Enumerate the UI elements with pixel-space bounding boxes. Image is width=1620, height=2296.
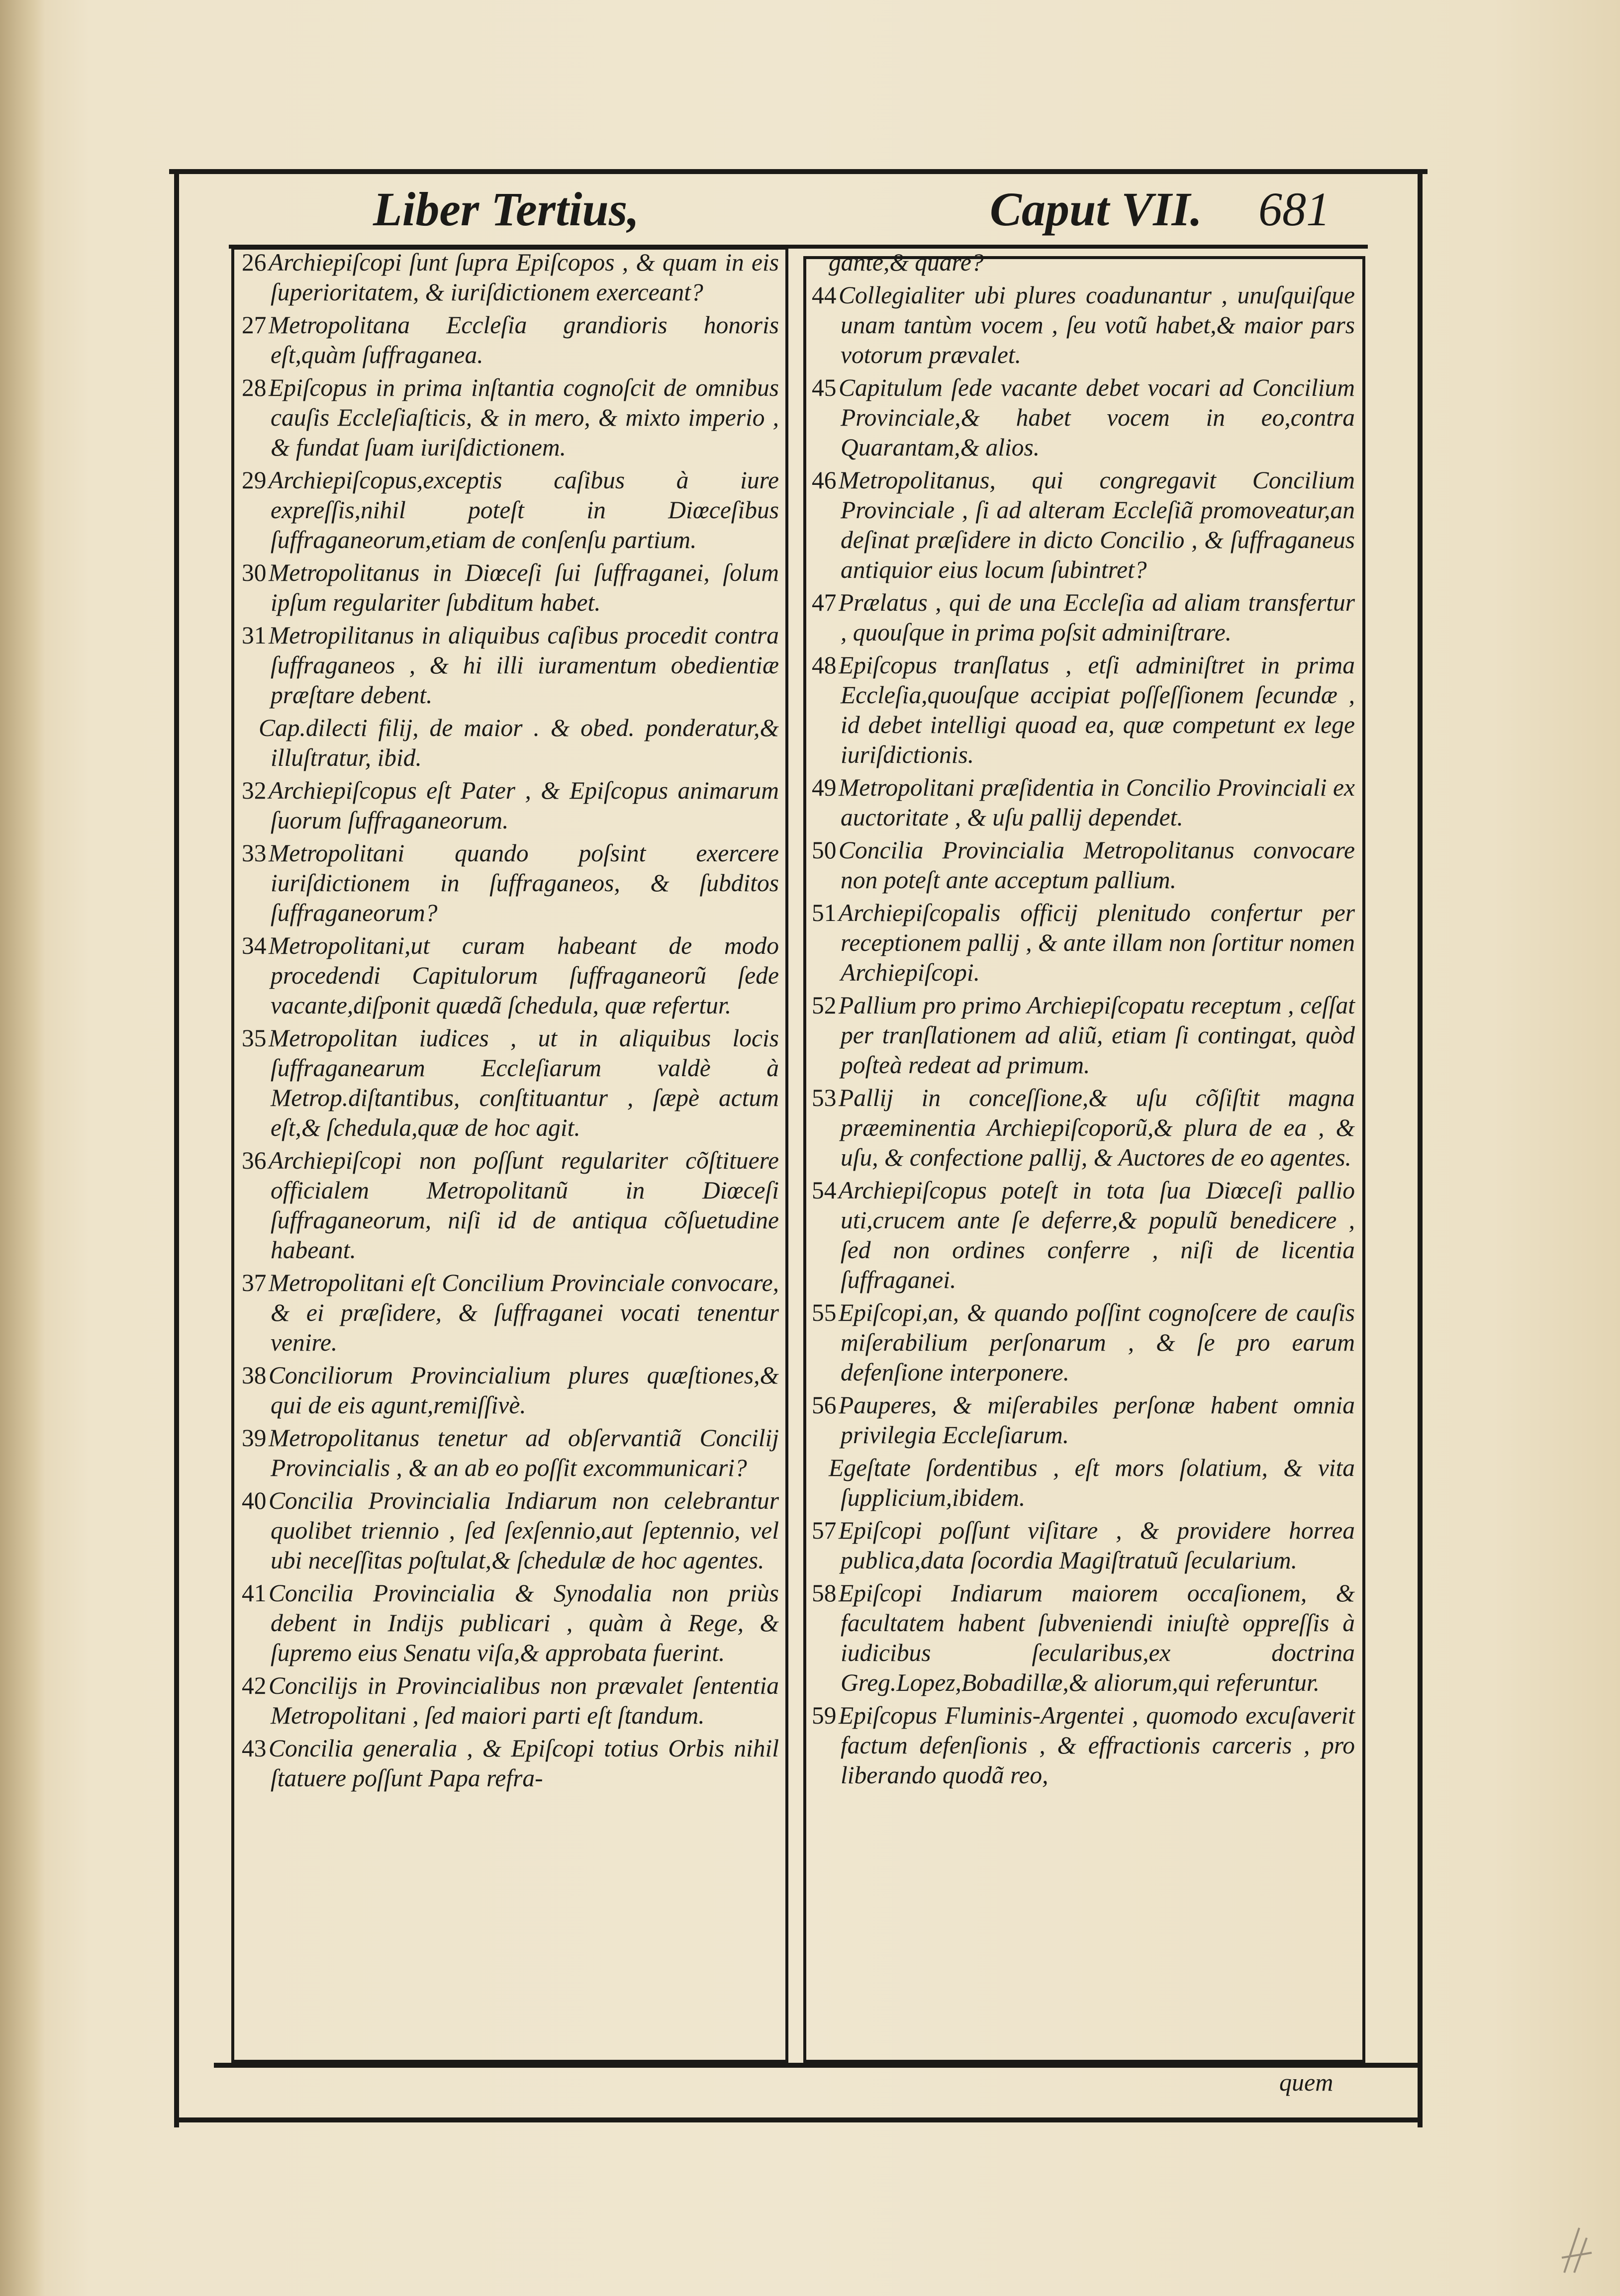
index-entry [812,1390,1355,1450]
entry-text: Epiſcopus tranſlatus , etſi adminiſtret in prima Eccleſia,quouſque accipiat poſſeſſionem ſecundæ , id debet intelligi quoad ea, quæ competunt ex lege iuriſdictionis. [839,651,1355,768]
entry-text: Epiſcopi,an, & quando poſſint cognoſcere de cauſis miſerabilium perſonarum , & ſe pro earum defenſione interponere. [839,1299,1355,1386]
index-entry [812,280,1355,370]
index-entry [242,1423,779,1483]
index-entry [242,558,779,618]
entry-text: Metropolitana Eccleſia grandioris honoris eſt,quàm ſuffraganea. [269,311,779,368]
entry-text: Capitulum ſede vacante debet vocari ad Concilium Provinciale,& habet vocem in eo,contra Quarantam,& alios. [839,374,1355,461]
index-entry [242,713,779,773]
index-entry [812,1083,1355,1173]
entry-number: 50 [812,836,837,864]
entry-number: 45 [812,374,837,401]
entry-text: Epiſcopus in prima inſtantia cognoſcit de omnibus cauſis Eccleſiaſticis, & in mero, & mixto imperio , & fundat ſuam iuriſdictionem. [269,374,779,461]
entry-number: 29 [242,466,267,494]
index-entry [242,1578,779,1668]
book-title: Liber Tertius, [373,183,640,236]
page-number: 681 [1258,183,1330,236]
index-entry [242,1486,779,1575]
entry-text: Conciliorum Provincialium plures quæſtiones,& qui de eis agunt,remiſſivè. [269,1362,779,1419]
index-entry [242,248,779,307]
entry-text: Metropolitani eſt Concilium Provinciale convocare, & ei præſidere, & ſuffraganei vocati tenentur venire. [269,1269,779,1356]
entry-text: Pallij in conceſſione,& uſu cõſiſtit magna præeminentia Archiepiſcoporũ,& plura de ea , & uſu, & confectione pallij, & Auctores de eo agentes. [839,1084,1355,1171]
entry-number: 27 [242,311,267,339]
entry-text: Metropolitanus, qui congregavit Concilium Provinciale , ſi ad alteram Eccleſiã promoveatur,an deſinat præſidere in dicto Concilio , & ſuffraganeus antiquior eius locum ſubintret? [839,466,1355,583]
index-entry [812,1516,1355,1575]
frame-bottom-rule [179,2117,1423,2122]
entry-number: 40 [242,1487,267,1514]
index-entry [242,1361,779,1420]
entry-text: Epiſcopus Fluminis-Argentei , quomodo excuſaverit factum defenſionis , & effractionis carceris , pro liberando quodã reo, [839,1702,1355,1789]
entry-number: 36 [242,1147,267,1174]
index-entry [812,373,1355,462]
entry-text: Archiepiſcopus eſt Pater , & Epiſcopus animarum ſuorum ſuffraganeorum. [269,777,779,834]
index-entry [812,991,1355,1080]
entry-number: 56 [812,1391,837,1419]
entry-text: Collegialiter ubi plures coadunantur , unuſquiſque unam tantùm vocem , ſeu votũ habet,& maior pars votorum prævalet. [839,281,1355,368]
entry-text: Metropolitan iudices , ut in aliquibus locis ſuffraganearum Eccleſiarum valdè à Metrop.diſtantibus, conſtituantur , ſæpè actum eſt,& ſchedula,quæ de hoc agit. [269,1024,779,1141]
entry-number: 46 [812,466,837,494]
entry-text: Concilijs in Provincialibus non prævalet ſententia Metropolitani , ſed maiori parti eſt ſtandum. [269,1672,779,1729]
entry-number: 41 [242,1579,267,1607]
entry-text: Metropolitani quando poſsint exercere iuriſdictionem in ſuffraganeos, & ſubditos ſuffraganeorum? [269,839,779,926]
index-entry [242,1671,779,1731]
entry-text: Archiepiſcopi non poſſunt regulariter cõſtituere officialem Metropolitanũ in Diœceſi ſuffraganeorum, niſi id de antiqua cõſuetudine habeant. [269,1147,779,1264]
index-entry [812,465,1355,585]
entry-number: 26 [242,249,267,276]
entry-number: 34 [242,932,267,959]
entry-number: 59 [812,1702,837,1729]
bottom-rule [214,2063,1423,2068]
entry-number: 48 [812,651,837,679]
index-entry [812,650,1355,770]
entry-text: Pauperes, & miſerabiles perſonæ habent omnia privilegia Eccleſiarum. [839,1391,1355,1449]
entry-number: 53 [812,1084,837,1111]
entry-text: Archiepiſcopus poteſt in tota ſua Diœceſi pallio uti,crucem ante ſe deferre,& populũ benedicere , ſed non ordines conferre , niſi de licentia ſuffraganei. [839,1177,1355,1293]
entry-number: 38 [242,1362,267,1389]
entry-text: Egeſtate ſordentibus , eſt mors ſolatium, & vita ſupplicium,ibidem. [829,1454,1355,1511]
entry-text: Epiſcopi poſſunt viſitare , & providere horrea publica,data ſocordia Magiſtratuũ ſecularium. [839,1517,1355,1574]
entry-text: gante,& quare? [829,249,984,276]
index-entry [812,1578,1355,1698]
entry-number: 39 [242,1424,267,1452]
running-header [174,182,1428,246]
pencil-mark [1559,2223,1594,2278]
index-entry [242,776,779,835]
index-entry [242,621,779,710]
index-entry [242,1268,779,1358]
entry-number: 44 [812,281,837,309]
entry-number: 30 [242,559,267,586]
entry-text: Metropolitanus in Diœceſi ſui ſuffraganei, ſolum ipſum regulariter ſubditum habet. [269,559,779,616]
right-column [812,248,1355,1793]
catchword: quem [1279,2068,1334,2096]
entry-text: Archiepiſcopus,exceptis caſibus à iure expreſſis,nihil poteſt in Diœceſibus ſuffraganeorum,etiam de conſenſu partium. [269,466,779,553]
entry-number: 55 [812,1299,837,1326]
entry-text: Concilia Provincialia Indiarum non celebrantur quolibet triennio , ſed ſexſennio,aut ſeptennio, vel ubi neceſſitas poſtulat,& ſchedulæ de hoc agentes. [269,1487,779,1574]
entry-number: 57 [812,1517,837,1544]
entry-number: 37 [242,1269,267,1296]
chapter-title: Caput VII. [990,183,1202,236]
entry-number: 33 [242,839,267,867]
entry-text: Metropilitanus in aliquibus caſibus procedit contra ſuffraganeos , & hi illi iuramentum obedientiæ præſtare debent. [269,622,779,709]
index-entry [242,931,779,1020]
index-entry [242,373,779,462]
index-entry [242,1023,779,1143]
index-entry [812,1701,1355,1790]
index-entry [812,1298,1355,1387]
entry-number: 42 [242,1672,267,1699]
index-entry [812,898,1355,988]
entry-number: 43 [242,1735,267,1762]
top-rule [169,169,1428,174]
entry-text: Metropolitani præſidentia in Concilio Provinciali ex auctoritate , & uſu pallij dependet. [839,774,1355,831]
index-entry [242,1146,779,1265]
entry-number: 49 [812,774,837,801]
entry-text: Pallium pro primo Archiepiſcopatu receptum , ceſſat per tranſlationem ad aliũ, etiam ſi contingat, quòd poſteà redeat ad primum. [839,992,1355,1079]
index-entry [242,465,779,555]
entry-text: Archiepiſcopalis officij plenitudo confertur per receptionem pallij , & ante illam non ſortitur nomen Archiepiſcopi. [839,899,1355,986]
entry-text: Concilia generalia , & Epiſcopi totius Orbis nihil ſtatuere poſſunt Papa refra- [269,1735,779,1792]
entry-number: 54 [812,1177,837,1204]
index-entry [812,1176,1355,1295]
entry-text: Archiepiſcopi ſunt ſupra Epiſcopos , & quam in eis ſuperioritatem, & iuriſdictionem exerceant? [269,249,779,306]
index-entry [812,588,1355,647]
index-entry [812,835,1355,895]
index-entry [812,1453,1355,1513]
entry-text: Concilia Provincialia & Synodalia non priùs debent in Indijs publicari , quàm à Rege, & ſupremo eius Senatu viſa,& approbata fuerint. [269,1579,779,1666]
entry-text: Metropolitani,ut curam habeant de modo procedendi Capitulorum ſuffraganeorũ ſede vacante,diſponit quædã ſchedula, quæ refertur. [269,932,779,1019]
entry-text: Concilia Provincialia Metropolitanus convocare non poteſt ante acceptum pallium. [839,836,1355,894]
entry-number: 31 [242,622,267,649]
entry-number: 35 [242,1024,267,1052]
entry-number: 52 [812,992,837,1019]
entry-number: 58 [812,1579,837,1607]
index-entry [242,1734,779,1793]
entry-text: Metropolitanus tenetur ad obſervantiã Concilij Provincialis , & an ab eo poſſit excommunicari? [269,1424,779,1481]
index-entry [812,773,1355,832]
entry-text: Prælatus , qui de una Eccleſia ad aliam transfertur , quouſque in prima poſsit adminiſtrare. [839,589,1355,646]
entry-number: 51 [812,899,837,926]
index-entry [242,310,779,370]
index-entry [812,248,1355,277]
binding-fold [0,0,45,2296]
index-entry [242,838,779,928]
entry-number: 47 [812,589,837,616]
entry-text: Cap.dilecti filij, de maior . & obed. ponderatur,& illuſtratur, ibid. [259,714,779,771]
entry-text: Epiſcopi Indiarum maiorem occaſionem, & facultatem habent ſubveniendi iniuſtè oppreſſis à iudicibus ſecularibus,ex doctrina Greg.Lopez,Bobadillæ,& aliorum,qui referuntur. [839,1579,1355,1696]
entry-number: 28 [242,374,267,401]
left-column [242,248,779,1796]
entry-number: 32 [242,777,267,804]
